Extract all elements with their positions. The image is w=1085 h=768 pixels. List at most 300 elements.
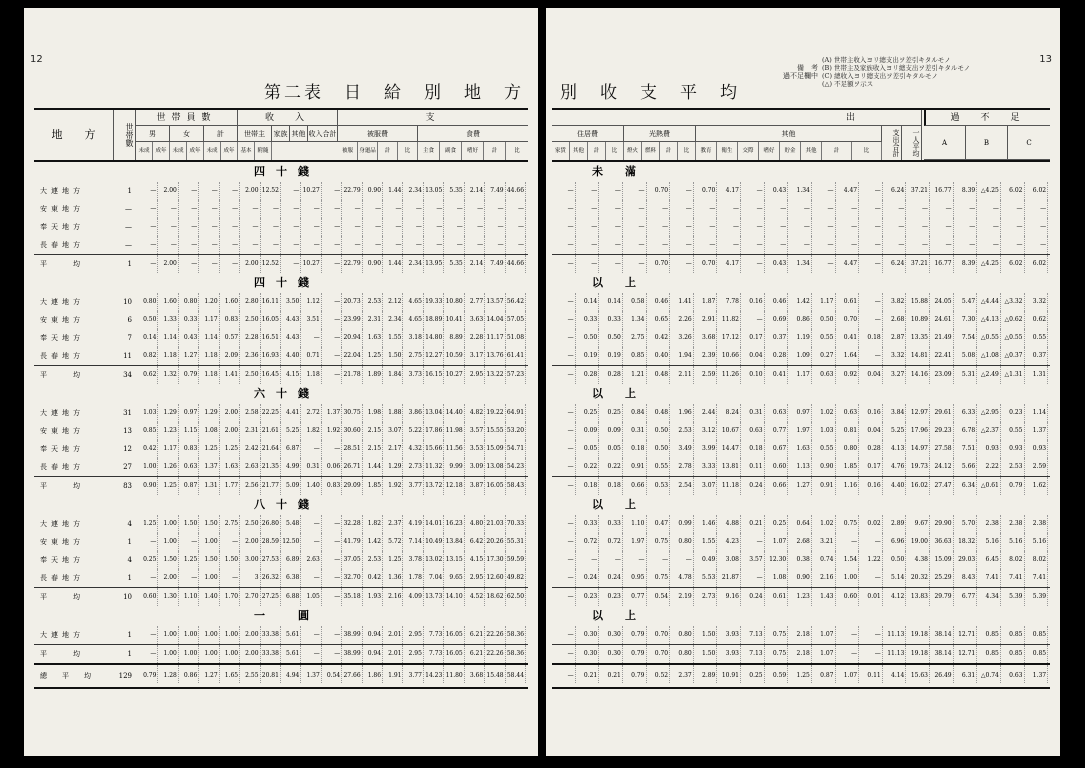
table-cell: 1.50 xyxy=(694,645,718,663)
table-cell: 0.05 xyxy=(599,440,623,458)
table-cell: 0.25 xyxy=(599,404,623,422)
table-cell: 0.64 xyxy=(788,515,812,533)
row-cells xyxy=(552,569,1048,587)
table-cell: 0.61 xyxy=(765,588,789,606)
table-cell: — xyxy=(765,218,789,236)
table-cell: 1.22 xyxy=(859,551,883,569)
table-cell: 1.34 xyxy=(623,311,647,329)
table-cell: 1.55 xyxy=(383,329,403,347)
table-cell: 0.57 xyxy=(220,329,240,347)
table-cell: 1.98 xyxy=(363,404,383,422)
table-cell: — xyxy=(859,347,883,365)
expense-leaf-header: 燃料 xyxy=(642,142,660,160)
table-cell: — xyxy=(552,255,576,273)
table-cell: — xyxy=(859,200,883,218)
table-cell: — xyxy=(623,200,647,218)
table-row xyxy=(34,533,528,551)
male-header: 男 xyxy=(136,126,170,142)
table-cell: 2.01 xyxy=(383,645,403,663)
table-cell: 7.78 xyxy=(717,293,741,311)
table-cell: 2.11 xyxy=(670,366,694,384)
table-cell: 0.42 xyxy=(363,569,383,587)
table-cell: 2.18 xyxy=(788,645,812,663)
table-cell: — xyxy=(552,569,576,587)
table-cell: 0.41 xyxy=(765,366,789,384)
row-cells xyxy=(138,477,526,495)
table-cell: — xyxy=(576,218,600,236)
table-cell: 62.50 xyxy=(506,588,526,606)
table-cell: 3.12 xyxy=(694,422,718,440)
table-cell: 1.02 xyxy=(812,404,836,422)
table-cell: — xyxy=(670,255,694,273)
row-cells xyxy=(552,551,1048,569)
table-cell: 2.14 xyxy=(465,255,485,273)
table-cell: 1.02 xyxy=(812,515,836,533)
expense-leaf-header: 嗜好 xyxy=(759,142,780,160)
table-cell: 22.79 xyxy=(342,255,362,273)
table-cell: 17.96 xyxy=(906,422,930,440)
table-cell: 0.40 xyxy=(647,347,671,365)
table-cell: 12.52 xyxy=(261,255,281,273)
table-row xyxy=(34,200,528,218)
table-cell: 0.55 xyxy=(1001,422,1025,440)
table-cell: 0.75 xyxy=(765,645,789,663)
grand-total-label: 總 平 均 xyxy=(40,672,95,680)
table-cell: 22.04 xyxy=(342,347,362,365)
leaf-supplement: 附隨 xyxy=(255,142,272,160)
table-cell: 0.46 xyxy=(765,293,789,311)
right-table-body xyxy=(552,162,1050,687)
table-cell: — xyxy=(883,218,907,236)
table-cell: 0.75 xyxy=(647,533,671,551)
table-cell: 2.26 xyxy=(670,311,694,329)
table-cell: 0.63 xyxy=(765,404,789,422)
table-cell: 4.14 xyxy=(883,665,907,683)
table-cell: 0.85 xyxy=(1025,626,1049,644)
table-cell: — xyxy=(859,293,883,311)
table-row xyxy=(34,476,528,495)
table-cell: 1.37 xyxy=(301,665,321,683)
table-cell: — xyxy=(465,218,485,236)
row-cells xyxy=(138,588,526,606)
table-cell: 0.43 xyxy=(179,329,199,347)
table-cell: 0.90 xyxy=(788,569,812,587)
table-cell: 0.79 xyxy=(623,665,647,683)
table-cell: — xyxy=(1025,200,1049,218)
region-label: 平 均 xyxy=(40,650,84,658)
table-cell: 16.77 xyxy=(930,255,954,273)
table-cell: 0.49 xyxy=(694,551,718,569)
table-cell: 4.23 xyxy=(717,533,741,551)
table-cell: 4.40 xyxy=(883,477,907,495)
table-cell: 6.21 xyxy=(465,626,485,644)
right-table xyxy=(552,108,1050,689)
table-cell: 0.41 xyxy=(836,329,860,347)
table-cell: 15.09 xyxy=(930,551,954,569)
expense-leaf-header: 計 xyxy=(588,142,606,160)
table-cell: 1.00 xyxy=(199,533,219,551)
table-cell: 0.83 xyxy=(220,311,240,329)
table-cell: 2.34 xyxy=(403,255,423,273)
table-cell: — xyxy=(599,255,623,273)
table-cell: 20.32 xyxy=(906,569,930,587)
table-cell: 0.92 xyxy=(836,366,860,384)
household-count: 6 xyxy=(127,316,132,324)
table-cell: 17.30 xyxy=(485,551,505,569)
table-cell: 29.61 xyxy=(930,404,954,422)
table-cell: 2.80 xyxy=(240,293,260,311)
table-cell: 0.31 xyxy=(741,404,765,422)
table-cell: — xyxy=(906,218,930,236)
table-cell: 1.00 xyxy=(158,645,178,663)
table-cell: — xyxy=(220,569,240,587)
row-cells xyxy=(552,200,1048,218)
region-label: 平 均 xyxy=(40,260,84,268)
table-cell: 0.28 xyxy=(576,366,600,384)
table-cell: 1.37 xyxy=(1025,665,1049,683)
table-cell: 0.06 xyxy=(322,458,342,476)
table-cell: △4.25 xyxy=(977,182,1001,200)
table-cell: 11.26 xyxy=(717,366,741,384)
table-cell: 8.89 xyxy=(444,329,464,347)
table-cell: — xyxy=(576,255,600,273)
left-table-body xyxy=(34,162,528,687)
table-cell: 1.82 xyxy=(301,422,321,440)
table-cell: 38.14 xyxy=(930,645,954,663)
table-cell: 0.50 xyxy=(883,551,907,569)
table-cell: — xyxy=(138,569,158,587)
table-cell: — xyxy=(199,182,219,200)
table-cell: 8.39 xyxy=(954,182,978,200)
table-cell: 0.94 xyxy=(363,626,383,644)
table-cell: — xyxy=(301,626,321,644)
table-cell: — xyxy=(220,236,240,254)
table-cell: 1.65 xyxy=(220,665,240,683)
table-cell: 6.88 xyxy=(281,588,301,606)
table-cell: — xyxy=(859,645,883,663)
table-cell: 5.39 xyxy=(1025,588,1049,606)
table-cell: 6.78 xyxy=(954,422,978,440)
members-total-header: 計 xyxy=(204,126,238,142)
table-cell: — xyxy=(322,218,342,236)
table-cell: 4.34 xyxy=(977,588,1001,606)
section-heading xyxy=(552,384,1050,404)
leaf-clothing: 被服 xyxy=(338,142,358,160)
table-cell: — xyxy=(552,422,576,440)
members-header: 世帯員數 xyxy=(136,110,238,126)
table-cell: 1.23 xyxy=(158,422,178,440)
table-cell: 37.21 xyxy=(906,182,930,200)
table-cell: 1.18 xyxy=(158,347,178,365)
table-cell: 15.63 xyxy=(906,665,930,683)
table-cell: 1.10 xyxy=(179,588,199,606)
table-cell: — xyxy=(138,255,158,273)
table-cell: 29.23 xyxy=(930,422,954,440)
table-cell: — xyxy=(977,236,1001,254)
table-cell: 1.50 xyxy=(179,515,199,533)
table-cell: 6.45 xyxy=(977,551,1001,569)
row-cells xyxy=(138,293,526,311)
leaf-staple: 主食 xyxy=(418,142,440,160)
leaf-adult: 成年 xyxy=(187,142,204,160)
table-cell: 1.44 xyxy=(383,182,403,200)
table-cell: — xyxy=(485,236,505,254)
table-cell: 14.40 xyxy=(444,404,464,422)
table-cell: — xyxy=(552,533,576,551)
table-cell: 2.34 xyxy=(383,311,403,329)
table-cell: 1.00 xyxy=(220,645,240,663)
table-cell: — xyxy=(240,236,260,254)
table-cell: 21.77 xyxy=(261,477,281,495)
table-cell: — xyxy=(812,218,836,236)
table-cell: 6.31 xyxy=(954,665,978,683)
table-row xyxy=(34,515,528,533)
table-cell: 1.27 xyxy=(199,665,219,683)
table-cell: — xyxy=(322,347,342,365)
expense-leaf-header: 衛生 xyxy=(717,142,738,160)
table-cell: 14.81 xyxy=(906,347,930,365)
table-cell: 0.33 xyxy=(179,311,199,329)
row-cells xyxy=(552,404,1048,422)
region-label: 大連地方 xyxy=(40,409,84,417)
table-cell: 0.66 xyxy=(765,477,789,495)
table-cell: 1.88 xyxy=(383,404,403,422)
table-cell: 0.14 xyxy=(599,293,623,311)
table-cell: 20.26 xyxy=(485,533,505,551)
household-count: 11 xyxy=(123,352,132,360)
table-cell: 2.58 xyxy=(240,404,260,422)
table-cell: 21.64 xyxy=(261,440,281,458)
table-cell: 0.19 xyxy=(599,347,623,365)
table-cell: 10.91 xyxy=(717,665,741,683)
section-heading xyxy=(34,384,528,404)
table-cell: 18.62 xyxy=(485,588,505,606)
table-cell: 1.20 xyxy=(199,293,219,311)
table-cell: — xyxy=(322,569,342,587)
table-row xyxy=(552,458,1050,476)
table-cell: 14.97 xyxy=(906,440,930,458)
table-cell: — xyxy=(322,329,342,347)
table-cell: 29.09 xyxy=(342,477,362,495)
table-cell: 37.21 xyxy=(906,255,930,273)
table-cell: 0.25 xyxy=(138,551,158,569)
female-header: 女 xyxy=(170,126,204,142)
table-cell: 1.60 xyxy=(158,293,178,311)
table-cell: △3.32 xyxy=(1001,293,1025,311)
table-cell: 53.20 xyxy=(506,422,526,440)
table-cell: — xyxy=(1025,236,1049,254)
table-cell: 4.65 xyxy=(403,311,423,329)
table-cell: 2.00 xyxy=(240,533,260,551)
table-cell: — xyxy=(281,200,301,218)
table-cell: — xyxy=(552,551,576,569)
section-heading xyxy=(552,162,1050,182)
table-cell: 1.94 xyxy=(670,347,694,365)
table-cell: 22.25 xyxy=(261,404,281,422)
table-cell: 44.66 xyxy=(506,255,526,273)
table-cell: — xyxy=(883,236,907,254)
table-cell: △4.25 xyxy=(977,255,1001,273)
other-expense-header: 其他 xyxy=(696,126,882,142)
table-cell: 0.23 xyxy=(599,588,623,606)
section-heading-text: 六 十 錢 xyxy=(254,387,309,400)
table-cell: — xyxy=(220,182,240,200)
table-cell: 0.22 xyxy=(576,458,600,476)
table-cell: 54.71 xyxy=(506,440,526,458)
table-row xyxy=(34,329,528,347)
row-cells xyxy=(552,665,1048,683)
table-cell: 11.32 xyxy=(424,458,444,476)
table-cell: 4.40 xyxy=(281,347,301,365)
table-cell: 1.63 xyxy=(788,440,812,458)
table-cell: 0.16 xyxy=(859,404,883,422)
table-cell: — xyxy=(281,218,301,236)
table-cell: 1.07 xyxy=(812,626,836,644)
row-cells xyxy=(138,200,526,218)
table-cell: 4.76 xyxy=(883,458,907,476)
table-cell: — xyxy=(363,200,383,218)
right-table-header xyxy=(552,110,1050,162)
grand-total-row xyxy=(34,663,528,687)
table-cell: 3.07 xyxy=(383,422,403,440)
expense-leaf-header: 教育 xyxy=(696,142,717,160)
table-cell: 2.28 xyxy=(465,329,485,347)
table-cell: 2.75 xyxy=(403,347,423,365)
table-cell: — xyxy=(576,182,600,200)
row-cells xyxy=(552,329,1048,347)
total-expense-header: 支出合計 xyxy=(882,126,902,160)
table-cell: 5.09 xyxy=(281,477,301,495)
table-cell: 1.92 xyxy=(322,422,342,440)
table-cell: 0.30 xyxy=(599,626,623,644)
table-cell: △1.31 xyxy=(1001,366,1025,384)
table-cell: — xyxy=(301,533,321,551)
per-person-header: 一人平均 xyxy=(902,126,922,160)
surplus-c-header: C xyxy=(1008,126,1050,160)
table-cell: 1.87 xyxy=(694,293,718,311)
table-cell: 7.49 xyxy=(485,255,505,273)
table-cell: — xyxy=(342,200,362,218)
row-cells xyxy=(138,255,526,273)
section-heading xyxy=(34,606,528,626)
table-cell: — xyxy=(836,533,860,551)
table-cell: △2.37 xyxy=(977,422,1001,440)
table-cell: 0.30 xyxy=(576,626,600,644)
table-cell: — xyxy=(403,236,423,254)
row-cells xyxy=(138,551,526,569)
table-cell: 6.02 xyxy=(1001,255,1025,273)
table-cell: 0.80 xyxy=(670,533,694,551)
table-cell: 14.23 xyxy=(424,665,444,683)
table-cell: 2.95 xyxy=(403,626,423,644)
region-label: 長春地方 xyxy=(40,241,84,249)
table-cell: 7.41 xyxy=(977,569,1001,587)
table-cell: 16.93 xyxy=(261,347,281,365)
row-cells xyxy=(138,626,526,644)
table-cell: 3.68 xyxy=(694,329,718,347)
table-cell: 13.15 xyxy=(444,551,464,569)
table-cell: 0.33 xyxy=(576,311,600,329)
table-cell: 7.73 xyxy=(424,645,444,663)
expense-leaf-header: 家賃 xyxy=(552,142,570,160)
table-cell: 1.33 xyxy=(158,311,178,329)
household-count: — xyxy=(125,205,132,213)
table-cell: 20.73 xyxy=(342,293,362,311)
table-cell: 10.27 xyxy=(301,255,321,273)
notes-block xyxy=(783,56,971,88)
table-cell: 16.15 xyxy=(424,366,444,384)
table-cell: 15.48 xyxy=(485,665,505,683)
table-cell: 21.35 xyxy=(261,458,281,476)
table-cell: 2.75 xyxy=(220,515,240,533)
table-cell: 2.18 xyxy=(788,626,812,644)
table-cell: △1.08 xyxy=(977,347,1001,365)
table-cell: 12.71 xyxy=(954,645,978,663)
expense-leaf-header: 燈火 xyxy=(624,142,642,160)
table-cell: 0.50 xyxy=(647,422,671,440)
table-cell: — xyxy=(301,329,321,347)
table-cell: 1.29 xyxy=(383,458,403,476)
left-page xyxy=(24,8,538,756)
table-cell: 4.41 xyxy=(281,404,301,422)
table-cell: 0.95 xyxy=(623,569,647,587)
table-cell: 1.10 xyxy=(623,515,647,533)
table-cell: 10.27 xyxy=(444,366,464,384)
table-cell: 2.55 xyxy=(240,665,260,683)
table-row xyxy=(552,200,1050,218)
right-page xyxy=(546,8,1060,756)
table-cell: — xyxy=(281,182,301,200)
table-cell: 2.16 xyxy=(812,569,836,587)
table-cell: 4.13 xyxy=(883,440,907,458)
table-cell: — xyxy=(138,200,158,218)
table-cell: 0.55 xyxy=(812,440,836,458)
table-cell: 1.13 xyxy=(788,458,812,476)
table-cell: 22.26 xyxy=(485,626,505,644)
table-cell: — xyxy=(342,236,362,254)
table-cell: 1.00 xyxy=(138,458,158,476)
table-cell: 20.81 xyxy=(261,665,281,683)
table-cell: 1.40 xyxy=(301,477,321,495)
row-cells xyxy=(552,311,1048,329)
table-cell: — xyxy=(158,200,178,218)
table-cell: 0.31 xyxy=(623,422,647,440)
table-cell: — xyxy=(906,200,930,218)
table-cell: 12.30 xyxy=(765,551,789,569)
row-cells xyxy=(552,293,1048,311)
row-cells xyxy=(138,458,526,476)
table-cell: — xyxy=(1001,218,1025,236)
table-cell: — xyxy=(552,458,576,476)
table-cell: 1.31 xyxy=(1025,366,1049,384)
expense-leaf-header: 比 xyxy=(678,142,696,160)
table-cell: 1.00 xyxy=(158,515,178,533)
table-row xyxy=(34,236,528,254)
table-cell: 2.00 xyxy=(220,404,240,422)
table-cell: 3.63 xyxy=(465,311,485,329)
table-cell: — xyxy=(906,236,930,254)
table-cell: 38.99 xyxy=(342,645,362,663)
table-cell: — xyxy=(552,236,576,254)
table-cell: 0.54 xyxy=(322,665,342,683)
table-cell: 1.86 xyxy=(363,665,383,683)
table-cell: 0.69 xyxy=(765,311,789,329)
surplus-header: 過 不 足 xyxy=(924,110,1050,126)
table-cell: 5.48 xyxy=(281,515,301,533)
table-cell: — xyxy=(322,626,342,644)
table-cell: 4.80 xyxy=(465,515,485,533)
table-cell: 4.19 xyxy=(403,515,423,533)
